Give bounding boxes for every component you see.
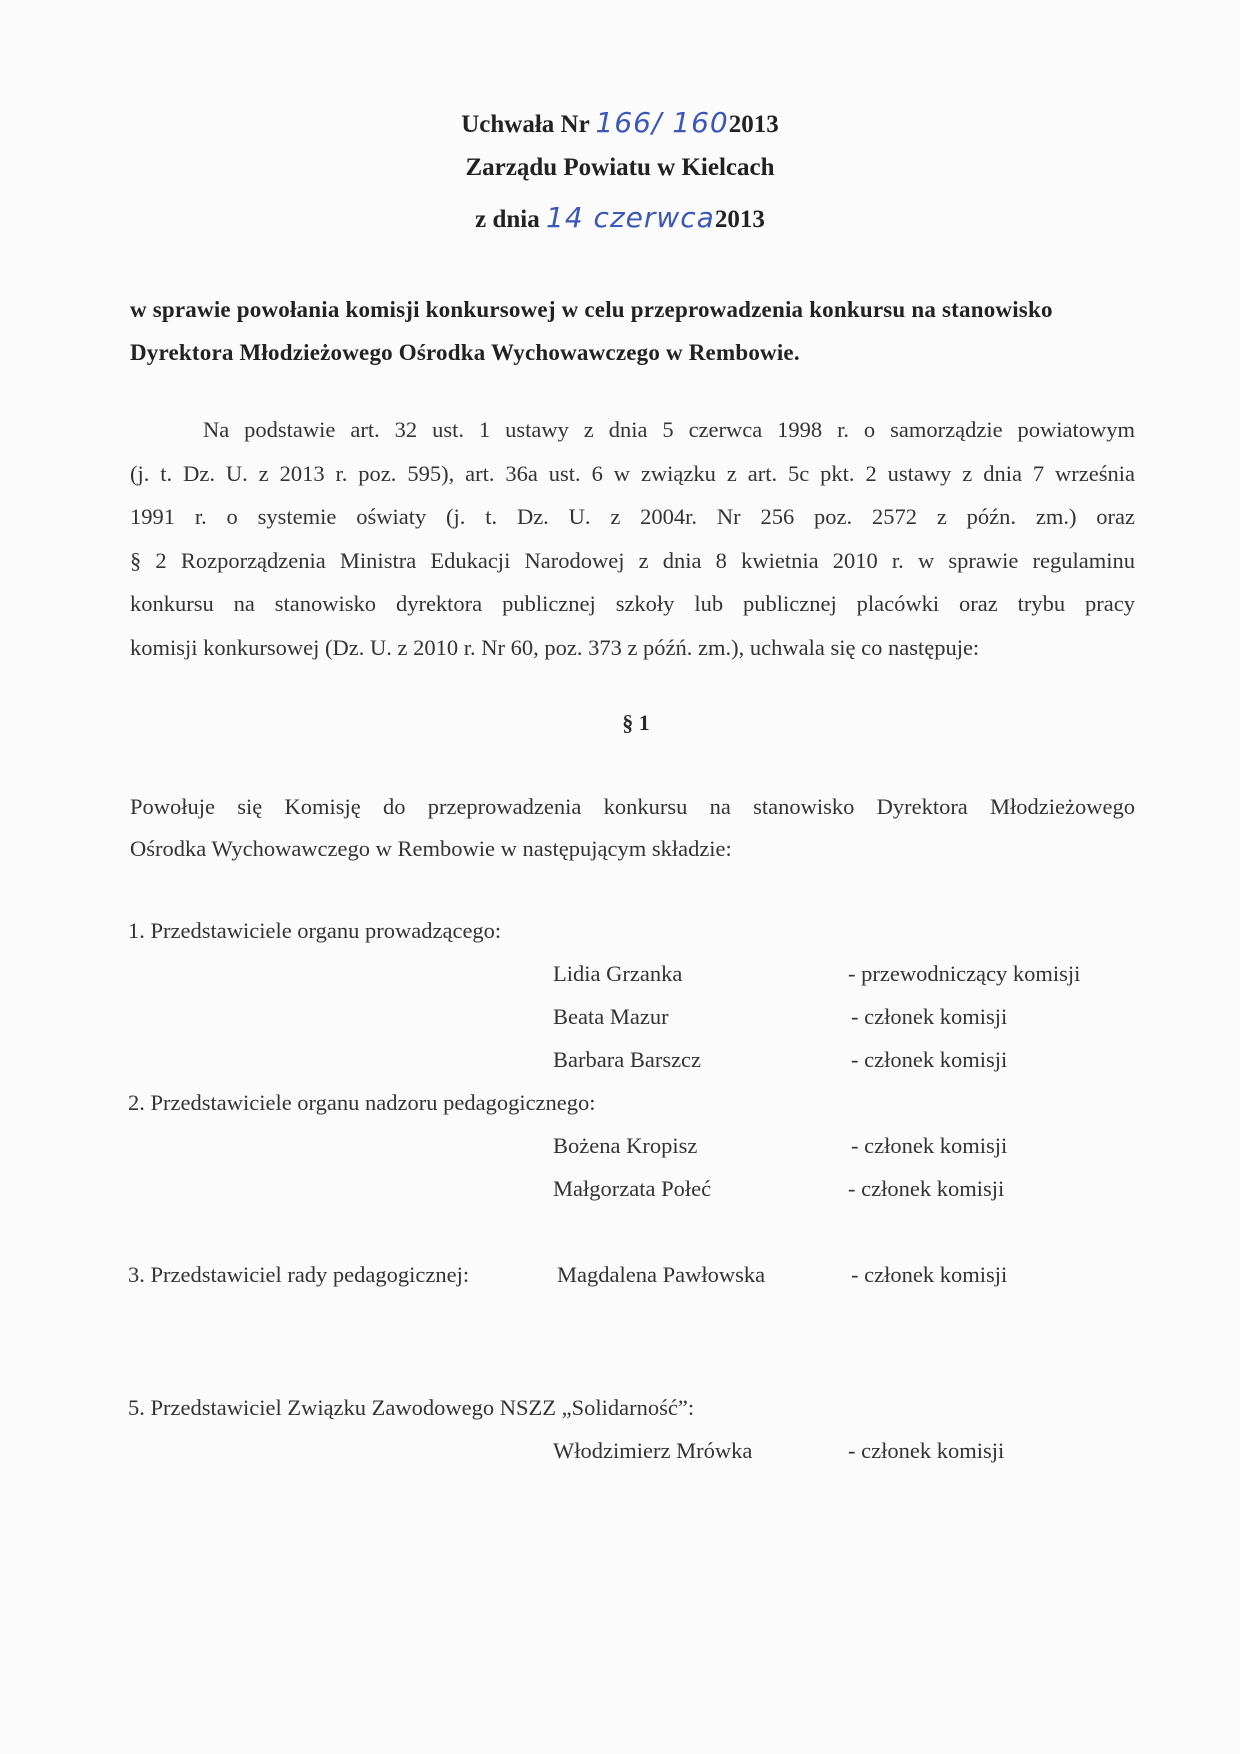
legal-basis-paragraph: [130, 408, 1135, 669]
member-name: Lidia Grzanka: [553, 961, 683, 986]
intro-line-2: Ośrodka Wychowawczego w Rembowie w następującym składzie:: [130, 836, 732, 861]
legal-basis-line: 1991 r. o systemie oświaty (j. t. Dz. U. z 2004r. Nr 256 poz. 2572 z późn. zm.) oraz: [130, 504, 1135, 529]
group-label-1: 1. Przedstawiciele organu prowadzącego:: [128, 918, 502, 943]
issuing-authority: Zarządu Powiatu w Kielcach: [465, 154, 775, 181]
legal-basis-line: (j. t. Dz. U. z 2013 r. poz. 595), art. 36a ust. 6 w związku z art. 5c pkt. 2 ustawy z dnia 7 września: [130, 460, 1135, 486]
subject-line-2: Dyrektora Młodzieżowego Ośrodka Wychowawczego w Rembowie.: [130, 340, 800, 365]
group-label-5: 5. Przedstawiciel Związku Zawodowego NSZZ „Solidarność”:: [128, 1395, 695, 1420]
member-role: - członek komisji: [851, 1047, 1008, 1072]
member-role: - członek komisji: [851, 1004, 1008, 1029]
section-mark: § 1: [622, 710, 650, 735]
member-role: - członek komisji: [851, 1133, 1008, 1158]
subject-line-1: w sprawie powołania komisji konkursowej w celu przeprowadzenia konkursu na stanowisko: [130, 297, 1053, 322]
member-role: - członek komisji: [851, 1262, 1008, 1287]
member-name: Barbara Barszcz: [553, 1047, 702, 1072]
member-role: - członek komisji: [848, 1438, 1005, 1463]
handwritten-number: 166/ 160: [595, 106, 729, 139]
resolution-date: [0, 201, 1240, 234]
handwritten-date: 14 czerwca: [546, 201, 715, 234]
resolution-title: [0, 106, 1240, 139]
title-suffix: 2013: [728, 111, 779, 138]
legal-basis-line: Na podstawie art. 32 ust. 1 ustawy z dnia 5 czerwca 1998 r. o samorządzie powiatowym: [203, 417, 1135, 442]
member-name: Magdalena Pawłowska: [557, 1262, 766, 1287]
legal-basis-line: komisji konkursowej (Dz. U. z 2010 r. Nr 60, poz. 373 z późń. zm.), uchwala się co następuje:: [130, 634, 980, 660]
intro-line-1: Powołuje się Komisję do przeprowadzenia konkursu na stanowisko Dyrektora Młodzieżowego: [130, 794, 1135, 819]
legal-basis-line: § 2 Rozporządzenia Ministra Edukacji Narodowej z dnia 8 kwietnia 2010 r. w sprawie regulaminu: [130, 547, 1135, 573]
member-name: Bożena Kropisz: [553, 1133, 698, 1158]
member-name: Małgorzata Połeć: [553, 1176, 712, 1201]
title-prefix: Uchwała Nr: [461, 111, 596, 138]
member-name: Beata Mazur: [553, 1004, 669, 1029]
member-name: Włodzimierz Mrówka: [553, 1438, 753, 1463]
member-role: - przewodniczący komisji: [848, 961, 1081, 986]
group-label-2: 2. Przedstawiciele organu nadzoru pedagogicznego:: [128, 1090, 596, 1115]
date-suffix: 2013: [714, 206, 765, 233]
member-role: - członek komisji: [848, 1176, 1005, 1201]
legal-basis-line: konkursu na stanowisko dyrektora publicznej szkoły lub publicznej placówki oraz trybu pracy: [130, 591, 1135, 616]
date-prefix: z dnia: [475, 206, 547, 233]
group-label-3: 3. Przedstawiciel rady pedagogicznej:: [128, 1262, 470, 1287]
